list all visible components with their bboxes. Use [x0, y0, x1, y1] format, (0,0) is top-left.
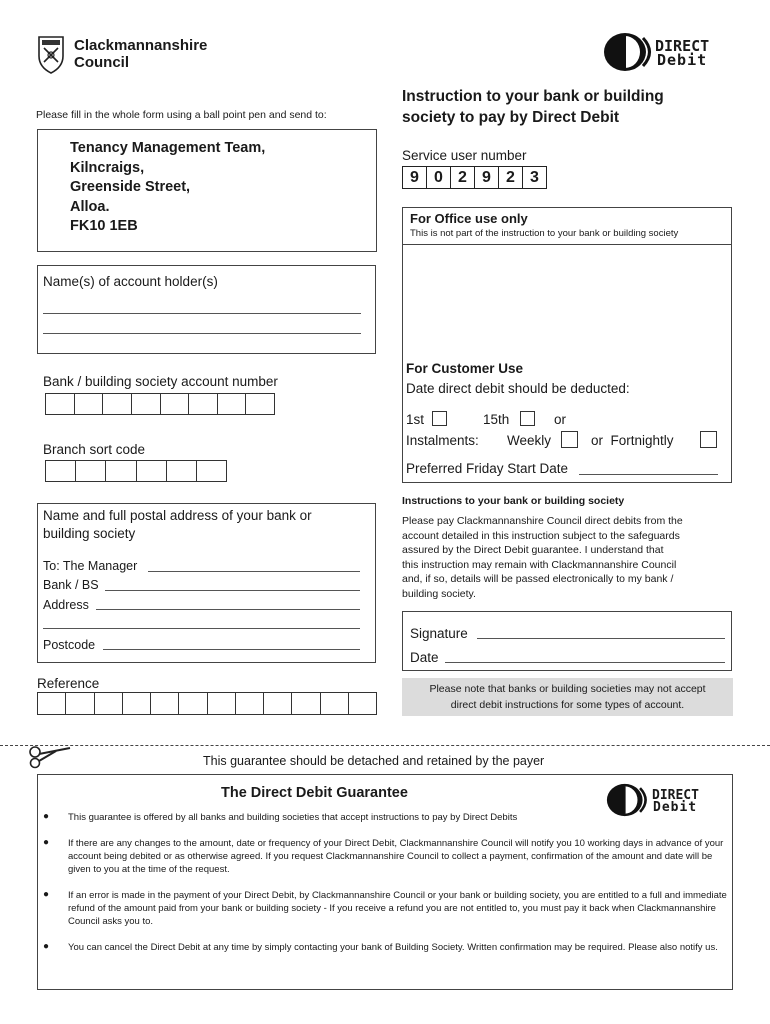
date-field[interactable] — [445, 662, 725, 663]
address-line: Tenancy Management Team, — [70, 140, 266, 156]
address-lines — [70, 139, 265, 237]
instructions-body: Please pay Clackmannanshire Council direct debits from the account detailed in this instruction subject to the safeguards assured by the Direct Debit guarantee. I understand that this instruction may remain with Clackmannanshire Council and, if so, details will be passed electronically to my bank / building society. — [402, 515, 683, 600]
sort-code-cell[interactable] — [137, 461, 167, 481]
scissors-icon — [28, 745, 72, 769]
reference-cell[interactable] — [321, 693, 349, 714]
council-logo — [36, 34, 236, 78]
reference-label: Reference — [37, 676, 100, 691]
sun-digit: 3 — [530, 168, 539, 186]
sort-code-cell[interactable] — [197, 461, 226, 481]
friday-start-label: Preferred Friday Start Date — [406, 461, 569, 476]
to-manager-label: To: The Manager — [43, 559, 138, 573]
service-user-number — [402, 166, 547, 189]
signature-field[interactable] — [477, 638, 725, 639]
option-fortnightly-checkbox[interactable] — [700, 431, 717, 448]
direct-debit-logo — [603, 32, 743, 72]
bank-bs-label: Bank / BS — [43, 578, 99, 592]
reference-cell[interactable] — [66, 693, 94, 714]
option-weekly-checkbox[interactable] — [561, 431, 578, 448]
address-line: FK10 1EB — [70, 218, 138, 234]
signature-label: Signature — [410, 626, 468, 641]
form-heading: Instruction to your bank or building society to pay by Direct Debit — [402, 88, 664, 126]
option-15th-checkbox[interactable] — [520, 411, 535, 426]
direct-debit-logo-icon — [603, 32, 657, 72]
option-or-label: or — [554, 412, 567, 427]
address-line: Alloa. — [70, 198, 110, 215]
guarantee-title: The Direct Debit Guarantee — [221, 785, 408, 801]
friday-start-field[interactable] — [579, 474, 718, 475]
option-1st-label: 1st — [406, 412, 425, 427]
address-line: Kilncraigs, — [70, 159, 145, 176]
sun-digit: 2 — [451, 167, 475, 188]
service-user-label: Service user number — [402, 148, 527, 163]
reference-cell[interactable] — [349, 693, 376, 714]
reference-cell[interactable] — [292, 693, 320, 714]
sort-code-cell[interactable] — [106, 461, 136, 481]
address-field-1[interactable] — [96, 609, 360, 610]
postcode-label: Postcode — [43, 638, 96, 652]
guarantee-bullet: ● This guarantee is offered by all banks and building societies that accept instructions to pay by Direct Debits — [38, 811, 728, 824]
reference-cell[interactable] — [179, 693, 207, 714]
dd-word-debit: Debit — [653, 800, 698, 815]
reference-cell[interactable] — [38, 693, 66, 714]
reference-cell[interactable] — [236, 693, 264, 714]
reference-cell[interactable] — [95, 693, 123, 714]
sort-code-cell[interactable] — [76, 461, 106, 481]
sort-code-label: Branch sort code — [43, 442, 146, 457]
option-1st-checkbox[interactable] — [432, 411, 447, 426]
office-use-note: This is not part of the instruction to your bank or building society — [410, 228, 679, 239]
account-number-cell[interactable] — [103, 394, 132, 414]
intro-text: Please fill in the whole form using a ball point pen and send to: — [36, 109, 327, 121]
account-number-cell[interactable] — [46, 394, 75, 414]
deduction-date-label: Date direct debit should be deducted: — [406, 381, 630, 396]
account-number-input[interactable] — [45, 393, 275, 415]
account-number-cell[interactable] — [218, 394, 247, 414]
dd-word-direct: DIRECT — [655, 37, 710, 55]
sun-digit: 9 — [403, 167, 427, 188]
account-number-cell[interactable] — [161, 394, 190, 414]
address-line: Greenside Street, — [70, 179, 191, 195]
guarantee-bullets — [38, 811, 728, 967]
dd-word-debit: Debit — [657, 51, 708, 69]
council-name: Clackmannanshire Council — [74, 37, 208, 71]
council-crest-icon — [36, 34, 66, 74]
sun-digit: 2 — [499, 167, 523, 188]
sort-code-cell[interactable] — [167, 461, 197, 481]
date-label: Date — [410, 650, 439, 665]
account-holder-label: Name(s) of account holder(s) — [43, 274, 218, 289]
customer-use-title: For Customer Use — [406, 361, 524, 376]
sort-code-cell[interactable] — [46, 461, 76, 481]
reference-cell[interactable] — [208, 693, 236, 714]
detach-text: This guarantee should be detached and retained by the payer — [203, 754, 545, 768]
option-weekly-label: Weekly — [507, 433, 552, 448]
office-use-title: For Office use only — [410, 211, 528, 226]
account-number-cell[interactable] — [246, 394, 274, 414]
sun-digit: 9 — [475, 167, 499, 188]
option-15th-label: 15th — [483, 412, 510, 427]
reference-cell[interactable] — [151, 693, 179, 714]
guarantee-bullet: ● If there are any changes to the amount, date or frequency of your Direct Debit, Clackmannanshire Council will notify you 10 working days in advance of your account being debited or as otherwise agreed. If you request Clackmannanshire Council to collect a payment, confirmation of the amount and date will be given to you at the time of the request. — [38, 837, 728, 876]
reference-cell[interactable] — [264, 693, 292, 714]
reference-cell[interactable] — [123, 693, 151, 714]
cut-line — [0, 745, 770, 746]
account-number-cell[interactable] — [75, 394, 104, 414]
account-number-label: Bank / building society account number — [43, 374, 278, 389]
guarantee-bullet: ● If an error is made in the payment of your Direct Debit, by Clackmannanshire Council or your bank or building society, you are entitled to a full and immediate refund of the amount paid from your bank or building society - If you receive a refund you are not entitled to, you must pay it back when Clackmannanshire Council asks you to. — [38, 889, 728, 928]
sun-digit: 0 — [427, 167, 451, 188]
sort-code-input[interactable] — [45, 460, 227, 482]
dd-word-direct: DIRECT — [652, 788, 699, 803]
account-number-cell[interactable] — [132, 394, 161, 414]
reference-input[interactable] — [37, 692, 377, 715]
account-holder-line-1[interactable] — [43, 313, 361, 314]
postcode-field[interactable] — [103, 649, 360, 650]
instructions-title: Instructions to your bank or building society — [402, 495, 625, 507]
account-number-cell[interactable] — [189, 394, 218, 414]
to-manager-field[interactable] — [148, 571, 360, 572]
note-box — [402, 678, 733, 716]
bank-address-title: Name and full postal address of your bank or building society — [43, 508, 312, 541]
address-box — [37, 129, 377, 252]
note-line-1: Please note that banks or building societies may not accept — [429, 683, 706, 695]
address-label: Address — [43, 598, 89, 612]
option-fortnightly-label: or Fortnightly — [591, 433, 674, 448]
address-field-2[interactable] — [43, 628, 360, 629]
guarantee-bullet: ● You can cancel the Direct Debit at any time by simply contacting your bank of Building Society. Written confirmation may be required. Please also notify us. — [38, 941, 728, 954]
account-holder-line-2[interactable] — [43, 333, 361, 334]
instalments-label: Instalments: — [406, 433, 479, 448]
bank-bs-field[interactable] — [105, 590, 360, 591]
note-line-2: direct debit instructions for some types of account. — [450, 699, 685, 711]
